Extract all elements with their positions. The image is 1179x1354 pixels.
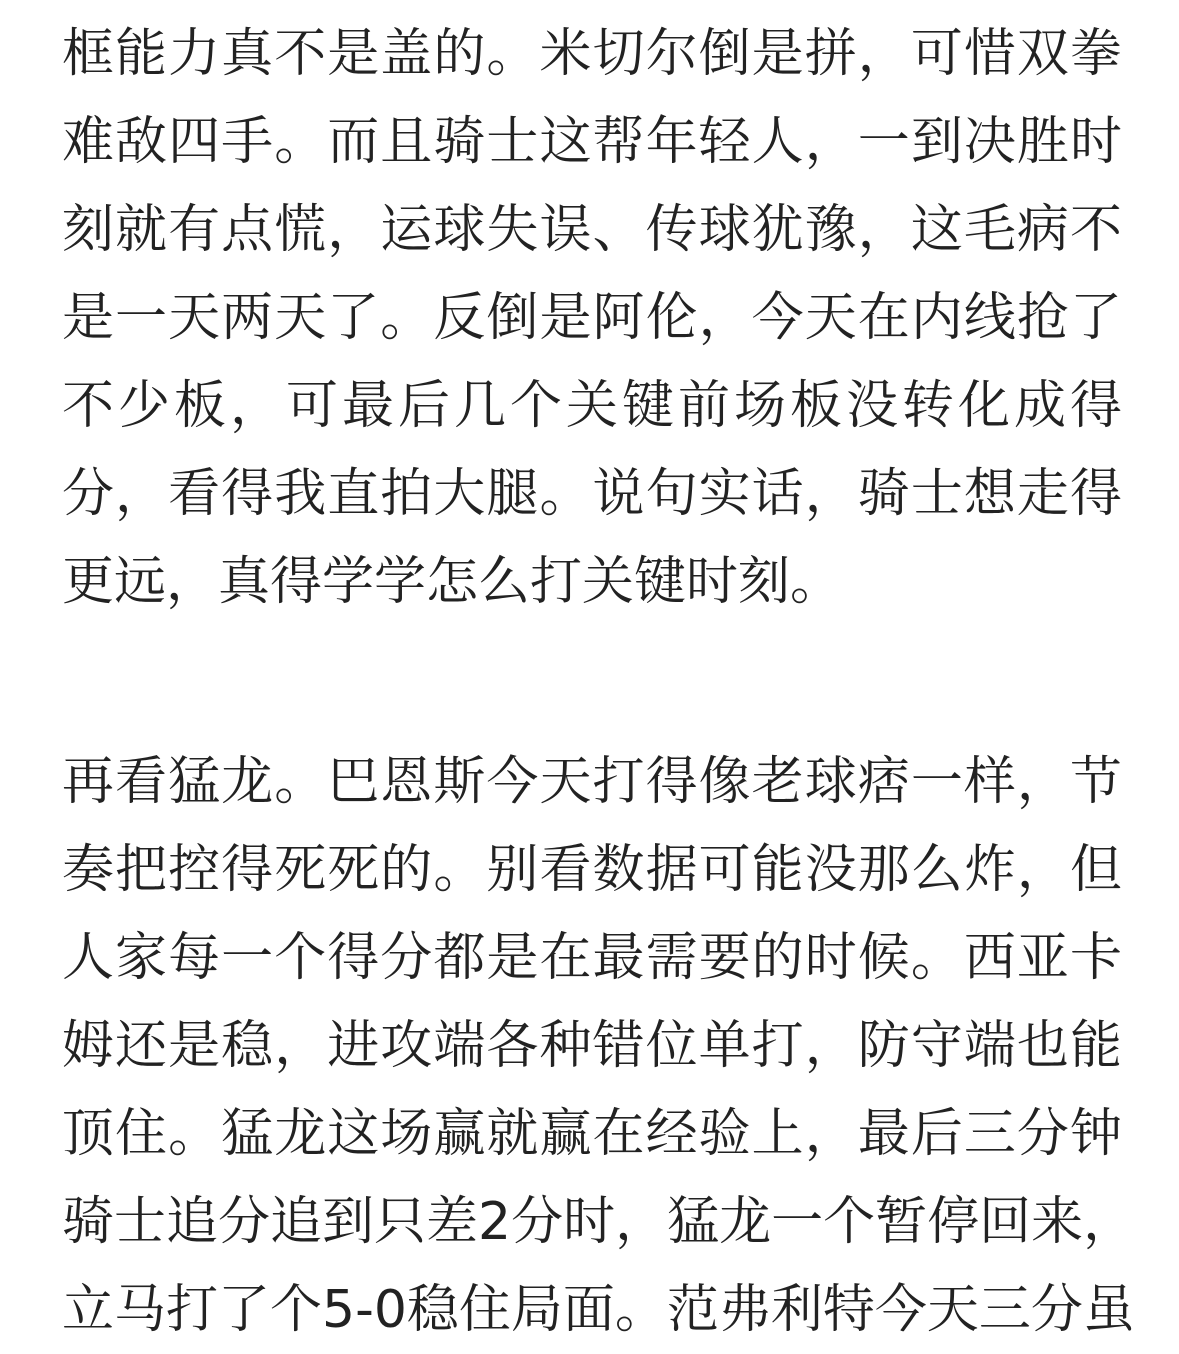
paragraph-line: 人家每一个得分都是在最需要的时候。西亚卡: [62, 928, 1122, 988]
paragraph-line: 姆还是稳，进攻端各种错位单打，防守端也能: [62, 1016, 1122, 1076]
article-paragraph-1: [62, 10, 1122, 626]
paragraph-line: 再看猛龙。巴恩斯今天打得像老球痞一样，节: [62, 752, 1122, 812]
paragraph-line: 不少板，可最后几个关键前场板没转化成得: [62, 376, 1122, 436]
paragraph-line: 立马打了个5-0稳住局面。范弗利特今天三分虽: [62, 1280, 1135, 1340]
paragraph-line: 难敌四手。而且骑士这帮年轻人，一到决胜时: [62, 112, 1122, 172]
paragraph-line: 奏把控得死死的。别看数据可能没那么炸，但: [62, 840, 1122, 900]
paragraph-line: 更远，真得学学怎么打关键时刻。: [62, 552, 843, 612]
article-paragraph-2: [62, 738, 1136, 1354]
paragraph-line: 是一天两天了。反倒是阿伦，今天在内线抢了: [62, 288, 1122, 348]
paragraph-line: 框能力真不是盖的。米切尔倒是拼，可惜双拳: [62, 24, 1122, 84]
paragraph-line: 刻就有点慌，运球失误、传球犹豫，这毛病不: [62, 200, 1122, 260]
paragraph-line: 顶住。猛龙这场赢就赢在经验上，最后三分钟: [62, 1104, 1122, 1164]
paragraph-line: 分，看得我直拍大腿。说句实话，骑士想走得: [62, 464, 1122, 524]
paragraph-line: 骑士追分追到只差2分时，猛龙一个暂停回来，: [62, 1192, 1136, 1252]
